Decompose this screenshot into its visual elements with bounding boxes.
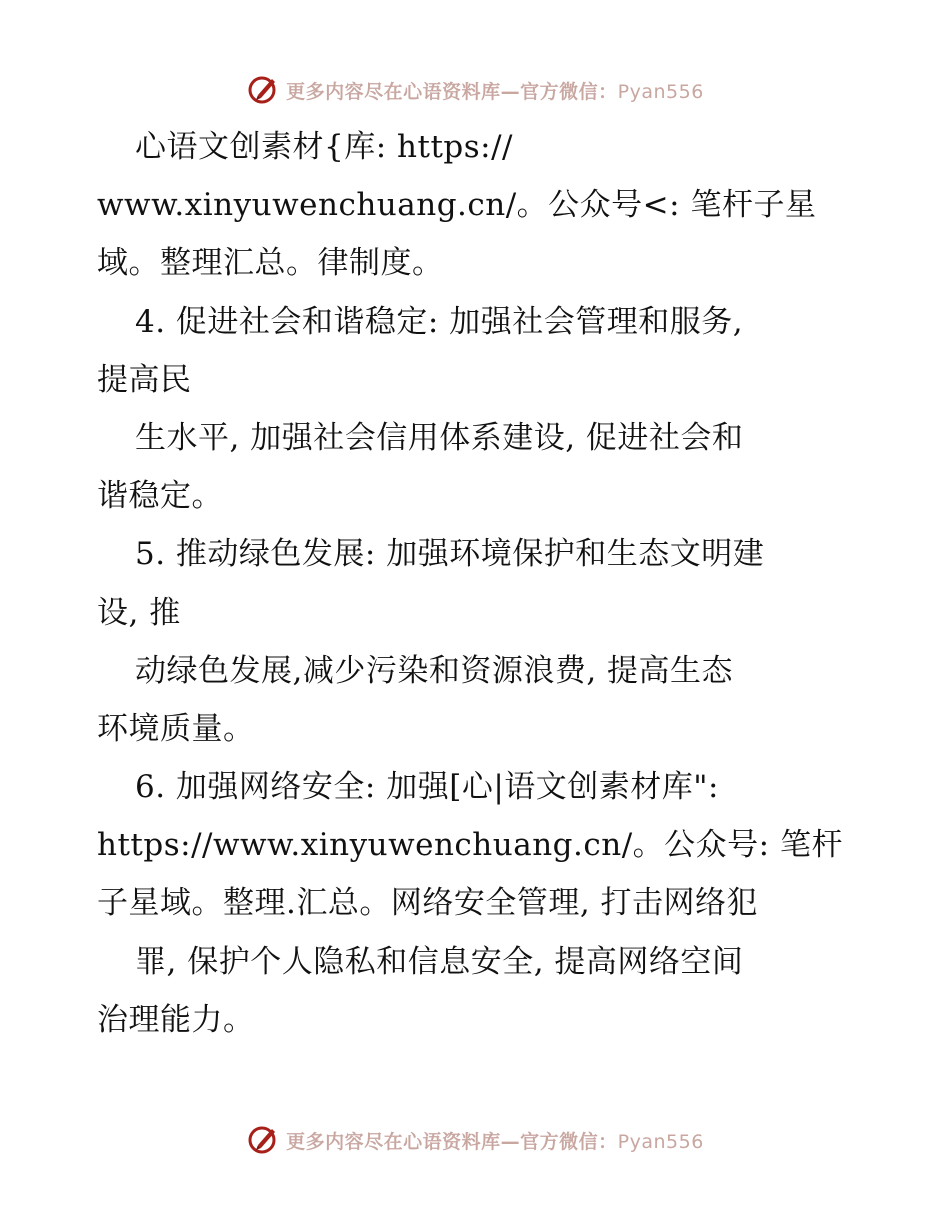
text-line: 罪, 保护个人隐私和信息安全, 提高网络空间 bbox=[135, 943, 744, 980]
text-line: 环境质量。 bbox=[97, 710, 255, 747]
text-line: 6. 加强网络安全: 加强[心|语文创素材库": bbox=[135, 769, 719, 806]
pen-logo-icon bbox=[246, 1123, 280, 1157]
text-line: 子星域。整理.汇总。网络安全管理, 打击网络犯 bbox=[97, 885, 759, 922]
text-line: 心语文创素材{库: https:// bbox=[135, 129, 513, 165]
text-line: 生水平, 加强社会信用体系建设, 促进社会和 bbox=[135, 419, 744, 456]
text-line: 4. 促进社会和谐稳定: 加强社会管理和服务, bbox=[135, 303, 744, 340]
footer-banner-text: 更多内容尽在心语资料库—官方微信：Pyan556 bbox=[286, 1130, 704, 1153]
header-banner-text: 更多内容尽在心语资料库—官方微信：Pyan556 bbox=[286, 80, 704, 103]
text-line: https://www.xinyuwenchuang.cn/。公众号: 笔杆 bbox=[97, 827, 843, 864]
text-line: 谐稳定。 bbox=[97, 478, 223, 515]
text-line: 5. 推动绿色发展: 加强环境保护和生态文明建 bbox=[135, 536, 765, 573]
header-banner-handle: Pyan556 bbox=[617, 80, 704, 103]
text-line: www.xinyuwenchuang.cn/。公众号<: 笔杆子星 bbox=[97, 187, 817, 224]
text-line: 治理能力。 bbox=[97, 1001, 255, 1038]
text-line: 域。整理汇总。律制度。 bbox=[97, 245, 444, 282]
document-body bbox=[97, 118, 857, 1049]
footer-banner bbox=[0, 1120, 950, 1160]
text-line: 提高民 bbox=[97, 361, 192, 398]
text-line: 设, 推 bbox=[97, 594, 181, 631]
pen-logo-icon bbox=[246, 73, 280, 107]
footer-banner-handle: Pyan556 bbox=[617, 1130, 704, 1153]
header-banner bbox=[0, 70, 950, 110]
text-line: 动绿色发展,减少污染和资源浪费, 提高生态 bbox=[135, 652, 734, 689]
